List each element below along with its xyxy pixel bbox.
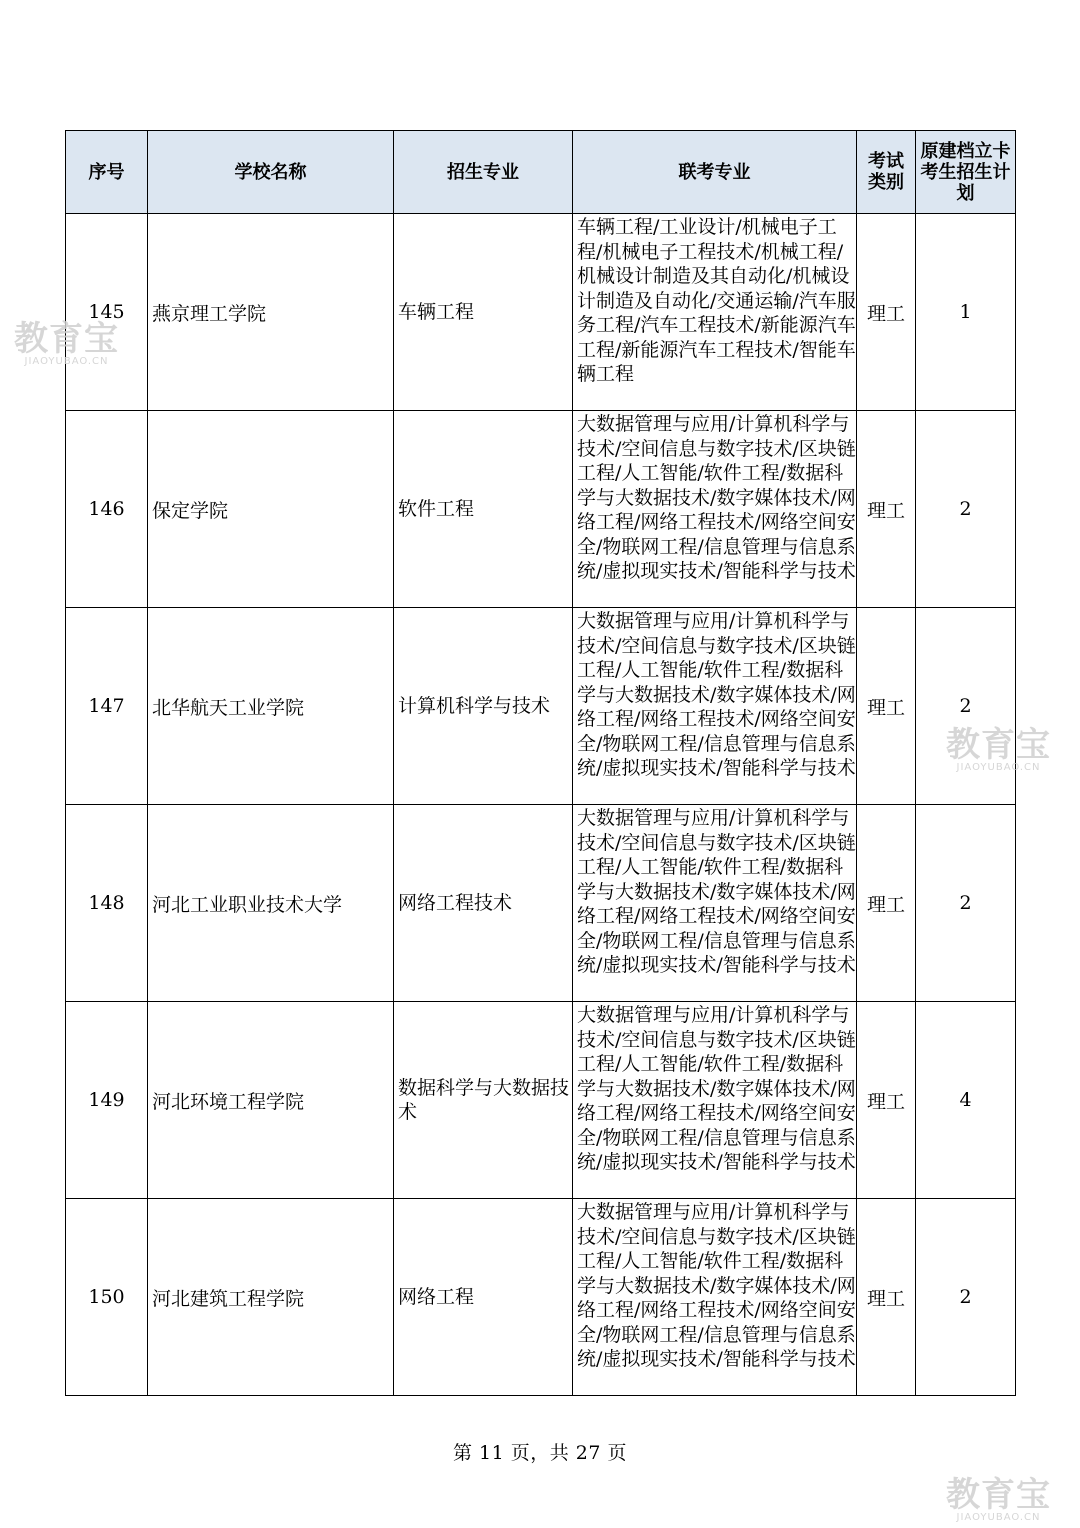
cell-no: 145 — [66, 214, 148, 411]
cell-joint-major — [573, 411, 857, 608]
cell-school: 河北建筑工程学院 — [148, 1199, 394, 1396]
cell-category: 理工 — [857, 1199, 916, 1396]
watermark-en: JIAOYUBAO.CN — [956, 1512, 1041, 1523]
cell-plan: 2 — [916, 411, 1016, 608]
cell-school: 保定学院 — [148, 411, 394, 608]
joint-major-text: 大数据管理与应用/计算机科学与技术/空间信息与数字技术/区块链工程/人工智能/软件工程/数据科学与大数据技术/数字媒体技术/网络工程/网络工程技术/网络空间安全/物联网工程/信息管理与信息系统/虚拟现实技术/智能科学与技术 — [577, 610, 856, 779]
cell-joint-major — [573, 805, 857, 1002]
table-row — [66, 214, 1016, 411]
watermark-en: JIAOYUBAO.CN — [24, 356, 109, 367]
header-category-line2: 类别 — [868, 172, 904, 193]
cell-no: 146 — [66, 411, 148, 608]
header-category — [857, 131, 916, 214]
header-plan-line3: 划 — [956, 182, 975, 204]
joint-major-text: 大数据管理与应用/计算机科学与技术/空间信息与数字技术/区块链工程/人工智能/软件工程/数据科学与大数据技术/数字媒体技术/网络工程/网络工程技术/网络空间安全/物联网工程/信息管理与信息系统/虚拟现实技术/智能科学与技术 — [577, 1004, 856, 1173]
header-joint-major: 联考专业 — [573, 131, 857, 214]
table-row — [66, 1002, 1016, 1199]
cell-no: 148 — [66, 805, 148, 1002]
table-header — [66, 131, 1016, 214]
cell-joint-major — [573, 214, 857, 411]
header-plan — [916, 131, 1016, 214]
table-row — [66, 411, 1016, 608]
watermark-logo — [946, 725, 1051, 774]
joint-major-text: 大数据管理与应用/计算机科学与技术/空间信息与数字技术/区块链工程/人工智能/软件工程/数据科学与大数据技术/数字媒体技术/网络工程/网络工程技术/网络空间安全/物联网工程/信息管理与信息系统/虚拟现实技术/智能科学与技术 — [577, 1201, 856, 1370]
cell-category: 理工 — [857, 805, 916, 1002]
table-row — [66, 608, 1016, 805]
watermark-logo — [946, 1475, 1051, 1524]
joint-major-text: 大数据管理与应用/计算机科学与技术/空间信息与数字技术/区块链工程/人工智能/软件工程/数据科学与大数据技术/数字媒体技术/网络工程/网络工程技术/网络空间安全/物联网工程/信息管理与信息系统/虚拟现实技术/智能科学与技术 — [577, 413, 856, 582]
cell-no: 147 — [66, 608, 148, 805]
cell-category: 理工 — [857, 214, 916, 411]
cell-plan: 1 — [916, 214, 1016, 411]
table-body — [66, 214, 1016, 1396]
page-footer: 第 11 页，共 27 页 — [452, 1442, 627, 1464]
cell-major: 软件工程 — [394, 411, 573, 608]
watermark-en: JIAOYUBAO.CN — [956, 762, 1041, 773]
watermark-cn: 教育宝 — [946, 725, 1051, 765]
cell-plan: 2 — [916, 1199, 1016, 1396]
cell-plan: 4 — [916, 1002, 1016, 1199]
cell-school: 河北工业职业技术大学 — [148, 805, 394, 1002]
cell-major: 计算机科学与技术 — [394, 608, 573, 805]
cell-school: 河北环境工程学院 — [148, 1002, 394, 1199]
cell-joint-major — [573, 1199, 857, 1396]
cell-major: 数据科学与大数据技术 — [394, 1002, 573, 1199]
admissions-table — [65, 130, 1016, 1396]
cell-plan: 2 — [916, 805, 1016, 1002]
watermark-cn: 教育宝 — [946, 1475, 1051, 1515]
cell-category: 理工 — [857, 608, 916, 805]
cell-category: 理工 — [857, 1002, 916, 1199]
cell-category: 理工 — [857, 411, 916, 608]
watermark-cn: 教育宝 — [14, 319, 119, 359]
cell-joint-major — [573, 608, 857, 805]
cell-major: 车辆工程 — [394, 214, 573, 411]
cell-school: 燕京理工学院 — [148, 214, 394, 411]
cell-major: 网络工程技术 — [394, 805, 573, 1002]
cell-no: 149 — [66, 1002, 148, 1199]
header-no: 序号 — [66, 131, 148, 214]
watermark-logo — [14, 319, 119, 368]
cell-no: 150 — [66, 1199, 148, 1396]
joint-major-text: 车辆工程/工业设计/机械电子工程/机械电子工程技术/机械工程/机械设计制造及其自动化/机械设计制造及自动化/交通运输/汽车服务工程/汽车工程技术/新能源汽车工程/新能源汽车工程技术/智能车辆工程 — [577, 216, 856, 385]
header-major: 招生专业 — [394, 131, 573, 214]
table-row — [66, 1199, 1016, 1396]
header-plan-line1: 原建档立卡 — [920, 140, 1011, 162]
cell-school: 北华航天工业学院 — [148, 608, 394, 805]
cell-plan: 2 — [916, 608, 1016, 805]
joint-major-text: 大数据管理与应用/计算机科学与技术/空间信息与数字技术/区块链工程/人工智能/软件工程/数据科学与大数据技术/数字媒体技术/网络工程/网络工程技术/网络空间安全/物联网工程/信息管理与信息系统/虚拟现实技术/智能科学与技术 — [577, 807, 856, 976]
header-category-line1: 考试 — [868, 151, 904, 172]
header-school: 学校名称 — [148, 131, 394, 214]
header-plan-line2: 考生招生计 — [920, 161, 1011, 183]
cell-major: 网络工程 — [394, 1199, 573, 1396]
cell-joint-major — [573, 1002, 857, 1199]
table-row — [66, 805, 1016, 1002]
